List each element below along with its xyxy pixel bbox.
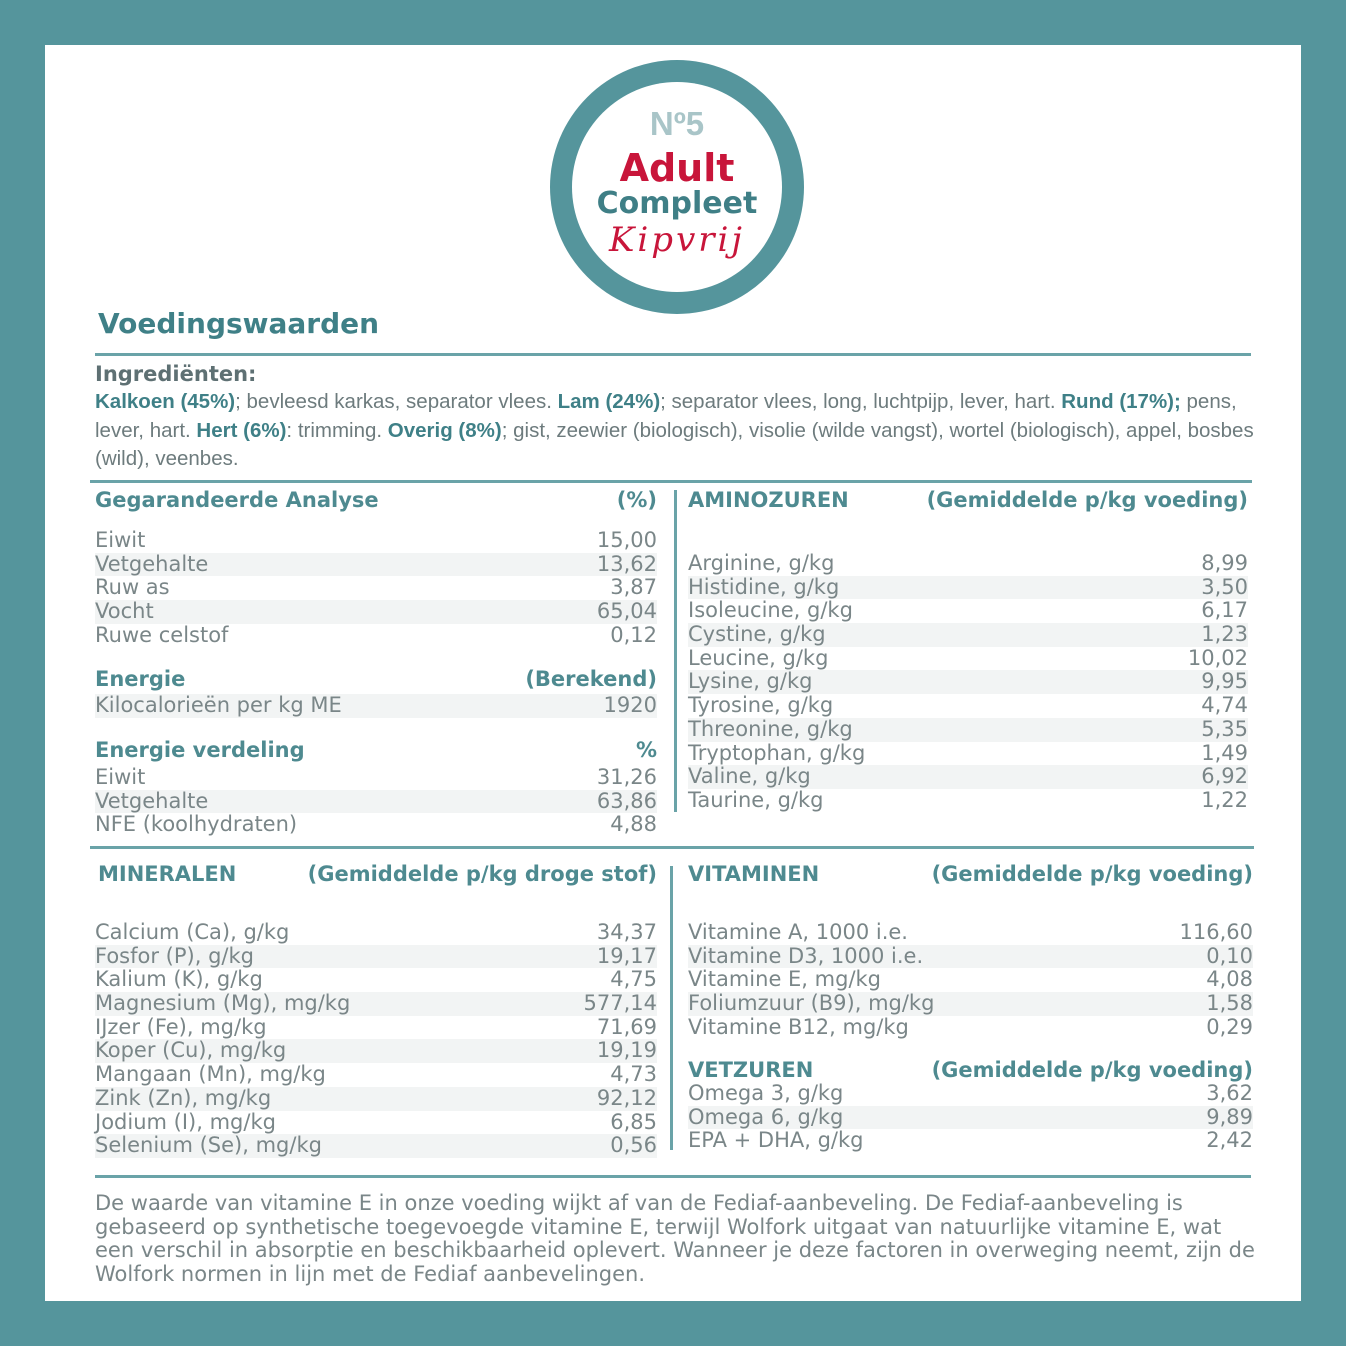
table-row bbox=[688, 552, 1248, 576]
row-value: 31,26 bbox=[596, 765, 657, 789]
table-row bbox=[95, 945, 657, 969]
energy-split-table bbox=[95, 766, 657, 837]
row-value: 3,50 bbox=[1201, 574, 1248, 599]
row-value: 6,92 bbox=[1201, 764, 1248, 789]
table-row bbox=[95, 1063, 657, 1087]
row-value: 4,08 bbox=[1206, 967, 1253, 992]
table-row bbox=[95, 766, 657, 790]
row-label: Lysine, g/kg bbox=[688, 669, 813, 694]
row-label: Taurine, g/kg bbox=[688, 787, 824, 812]
row-label: Jodium (I), mg/kg bbox=[95, 1109, 276, 1134]
row-value: 0,10 bbox=[1206, 943, 1253, 968]
ingredient-bold: Hert (6%) bbox=[196, 418, 287, 442]
minerals-unit: (Gemiddelde p/kg droge stof) bbox=[307, 862, 657, 886]
ingredient-bold: Rund (17%); bbox=[1061, 390, 1181, 413]
minerals-heading bbox=[98, 862, 657, 886]
table-row bbox=[688, 1082, 1253, 1106]
product-badge bbox=[550, 60, 804, 314]
vitamins-heading bbox=[688, 862, 1253, 886]
row-label: Cystine, g/kg bbox=[688, 622, 826, 647]
row-label: Fosfor (P), g/kg bbox=[95, 943, 254, 968]
ingredient-text: : trimming. bbox=[286, 418, 388, 442]
row-label: IJzer (Fe), mg/kg bbox=[95, 1014, 267, 1039]
table-row bbox=[95, 813, 657, 837]
row-label: Valine, g/kg bbox=[688, 764, 811, 789]
badge-kipvrij: Kipvrij bbox=[609, 220, 745, 260]
table-row bbox=[688, 1016, 1253, 1040]
row-value: 71,69 bbox=[596, 1014, 657, 1039]
row-label: Kilocalorieën per kg ME bbox=[95, 693, 342, 717]
amino-table bbox=[688, 552, 1248, 813]
row-value: 2,42 bbox=[1206, 1128, 1253, 1153]
badge-number: Nº5 bbox=[649, 105, 705, 142]
row-value: 63,86 bbox=[596, 788, 657, 813]
table-row bbox=[95, 1111, 657, 1135]
energy-table bbox=[95, 694, 657, 718]
amino-unit: (Gemiddelde p/kg voeding) bbox=[926, 488, 1248, 512]
row-label: Ruw as bbox=[95, 575, 170, 600]
row-value: 65,04 bbox=[596, 599, 657, 624]
row-value: 34,37 bbox=[596, 920, 657, 944]
table-row bbox=[95, 553, 657, 577]
row-label: Vitamine D3, 1000 i.e. bbox=[688, 943, 924, 968]
ingredient-text: ; gist, zeewier (biologisch), visolie (wilde vangst), wortel (biologisch), appel, bosbes (wild), veenbes. bbox=[95, 418, 1254, 470]
row-label: Threonine, g/kg bbox=[688, 716, 853, 741]
row-label: Zink (Zn), mg/kg bbox=[95, 1085, 272, 1110]
table-row bbox=[95, 576, 657, 600]
row-value: 1,49 bbox=[1201, 740, 1248, 765]
row-label: Isoleucine, g/kg bbox=[688, 598, 853, 623]
table-row bbox=[688, 718, 1248, 742]
row-label: NFE (koolhydraten) bbox=[95, 812, 298, 837]
analysis-table bbox=[95, 529, 657, 647]
row-value: 92,12 bbox=[596, 1085, 657, 1110]
analysis-title: Gegarandeerde Analyse bbox=[95, 488, 379, 512]
ingredient-text: ; separator vlees, long, luchtpijp, lever, hart. bbox=[660, 390, 1062, 413]
row-label: Mangaan (Mn), mg/kg bbox=[95, 1062, 326, 1087]
table-row bbox=[688, 1129, 1253, 1153]
row-value: 6,17 bbox=[1201, 598, 1248, 623]
table-row bbox=[688, 647, 1248, 671]
table-row bbox=[95, 921, 657, 945]
table-row bbox=[95, 992, 657, 1016]
table-row bbox=[95, 968, 657, 992]
table-row bbox=[688, 1106, 1253, 1130]
table-row bbox=[688, 599, 1248, 623]
minerals-table bbox=[95, 921, 657, 1158]
table-row bbox=[688, 694, 1248, 718]
table-row bbox=[688, 921, 1253, 945]
table-row bbox=[688, 623, 1248, 647]
table-row bbox=[95, 1134, 657, 1158]
divider bbox=[90, 480, 1252, 483]
row-label: Tryptophan, g/kg bbox=[688, 740, 866, 765]
ingredient-bold: Kalkoen (45%) bbox=[95, 390, 236, 413]
table-row bbox=[95, 624, 657, 648]
row-label: Ruwe celstof bbox=[95, 622, 229, 647]
divider bbox=[90, 846, 1254, 849]
table-row bbox=[688, 765, 1248, 789]
row-label: Vitamine E, mg/kg bbox=[688, 967, 882, 992]
fatty-acids-table bbox=[688, 1082, 1253, 1153]
row-label: Vitamine B12, mg/kg bbox=[688, 1014, 909, 1039]
row-label: Tyrosine, g/kg bbox=[688, 693, 834, 718]
row-label: Leucine, g/kg bbox=[688, 645, 829, 670]
row-label: Vocht bbox=[95, 599, 154, 624]
row-value: 19,17 bbox=[596, 943, 657, 968]
ingredient-text: ; bevleesd karkas, separator vlees. bbox=[235, 390, 558, 413]
table-row bbox=[688, 742, 1248, 766]
table-row bbox=[688, 968, 1253, 992]
row-value: 3,62 bbox=[1206, 1081, 1253, 1105]
row-value: 3,87 bbox=[610, 575, 657, 600]
row-value: 0,29 bbox=[1206, 1014, 1253, 1039]
fatty-acids-heading bbox=[688, 1058, 1253, 1082]
ingredient-text: pens, lever, hart. bbox=[95, 390, 1237, 442]
energy-heading bbox=[95, 667, 657, 691]
row-value: 10,02 bbox=[1187, 645, 1248, 670]
row-value: 19,19 bbox=[596, 1038, 657, 1063]
amino-heading bbox=[688, 488, 1248, 512]
fatty-acids-title: VETZUREN bbox=[688, 1058, 814, 1082]
row-value: 4,75 bbox=[610, 967, 657, 992]
analysis-unit: (%) bbox=[616, 488, 657, 512]
table-row bbox=[95, 790, 657, 814]
row-label: Vitamine A, 1000 i.e. bbox=[688, 920, 908, 944]
row-label: Eiwit bbox=[95, 765, 146, 789]
vitamins-table bbox=[688, 921, 1253, 1039]
divider bbox=[95, 353, 1251, 356]
column-divider bbox=[670, 866, 673, 1150]
ingredient-bold: Overig (8%) bbox=[387, 418, 502, 442]
badge-adult: Adult bbox=[619, 146, 735, 190]
row-label: Selenium (Se), mg/kg bbox=[95, 1133, 322, 1158]
row-label: Arginine, g/kg bbox=[688, 551, 835, 575]
row-label: Eiwit bbox=[95, 528, 146, 552]
row-value: 577,14 bbox=[583, 991, 657, 1016]
row-label: Koper (Cu), mg/kg bbox=[95, 1038, 287, 1063]
energy-split-heading bbox=[95, 738, 657, 762]
vitamins-title: VITAMINEN bbox=[688, 862, 820, 886]
minerals-title: MINERALEN bbox=[98, 862, 237, 886]
column-divider bbox=[674, 490, 677, 812]
row-value: 15,00 bbox=[596, 528, 657, 552]
table-row bbox=[95, 1087, 657, 1111]
energy-split-unit: % bbox=[635, 738, 657, 762]
row-value: 4,88 bbox=[610, 812, 657, 837]
row-label: Calcium (Ca), g/kg bbox=[95, 920, 290, 944]
footnote: De waarde van vitamine E in onze voeding wijkt af van de Fediaf-aanbeveling. De Fediaf-aanbeveling is gebaseerd op synthetische toegevoegde vitamine E, terwijl Wolfork uitgaat van natuurlijke vitamine E, wat een verschil in absorptie en beschikbaarheid oplevert. Wanneer je deze factoren in overweging neemt, zijn de Wolfork normen in lijn met de Fediaf aanbevelingen. bbox=[95, 1191, 1255, 1287]
amino-title: AMINOZUREN bbox=[688, 488, 849, 512]
ingredients-heading: Ingrediënten: bbox=[95, 362, 257, 386]
row-value: 6,85 bbox=[610, 1109, 657, 1134]
divider bbox=[95, 1175, 1251, 1178]
row-label: Magnesium (Mg), mg/kg bbox=[95, 991, 351, 1016]
table-row bbox=[95, 529, 657, 553]
row-value: 8,99 bbox=[1201, 551, 1248, 575]
badge-compleet: Compleet bbox=[596, 186, 758, 221]
table-row bbox=[688, 576, 1248, 600]
row-value: 13,62 bbox=[596, 551, 657, 576]
row-value: 0,56 bbox=[610, 1133, 657, 1158]
energy-split-title: Energie verdeling bbox=[95, 738, 305, 762]
table-row bbox=[95, 694, 657, 718]
table-row bbox=[95, 600, 657, 624]
row-label: Vetgehalte bbox=[95, 788, 209, 813]
table-row bbox=[95, 1016, 657, 1040]
table-row bbox=[95, 1039, 657, 1063]
vitamins-unit: (Gemiddelde p/kg voeding) bbox=[931, 862, 1253, 886]
table-row bbox=[688, 992, 1253, 1016]
fatty-acids-unit: (Gemiddelde p/kg voeding) bbox=[931, 1058, 1253, 1082]
row-label: Foliumzuur (B9), mg/kg bbox=[688, 991, 935, 1016]
row-value: 9,89 bbox=[1206, 1104, 1253, 1129]
table-row bbox=[688, 789, 1248, 813]
row-label: Kalium (K), g/kg bbox=[95, 967, 263, 992]
row-value: 1920 bbox=[603, 693, 657, 717]
row-value: 4,73 bbox=[610, 1062, 657, 1087]
row-label: Omega 6, g/kg bbox=[688, 1104, 844, 1129]
row-value: 9,95 bbox=[1201, 669, 1248, 694]
row-value: 1,22 bbox=[1201, 787, 1248, 812]
ingredients-text bbox=[95, 388, 1255, 474]
ingredient-bold: Lam (24%) bbox=[557, 390, 661, 413]
row-value: 5,35 bbox=[1201, 716, 1248, 741]
energy-unit: (Berekend) bbox=[525, 667, 657, 691]
energy-title: Energie bbox=[95, 667, 186, 691]
row-label: EPA + DHA, g/kg bbox=[688, 1128, 864, 1153]
row-value: 1,23 bbox=[1201, 622, 1248, 647]
row-value: 4,74 bbox=[1201, 693, 1248, 718]
row-value: 0,12 bbox=[610, 622, 657, 647]
row-label: Vetgehalte bbox=[95, 551, 209, 576]
row-label: Histidine, g/kg bbox=[688, 574, 840, 599]
analysis-heading bbox=[95, 488, 657, 512]
page-title: Voedingswaarden bbox=[98, 307, 380, 340]
table-row bbox=[688, 945, 1253, 969]
row-value: 1,58 bbox=[1206, 991, 1253, 1016]
row-label: Omega 3, g/kg bbox=[688, 1081, 844, 1105]
row-value: 116,60 bbox=[1179, 920, 1253, 944]
table-row bbox=[688, 670, 1248, 694]
